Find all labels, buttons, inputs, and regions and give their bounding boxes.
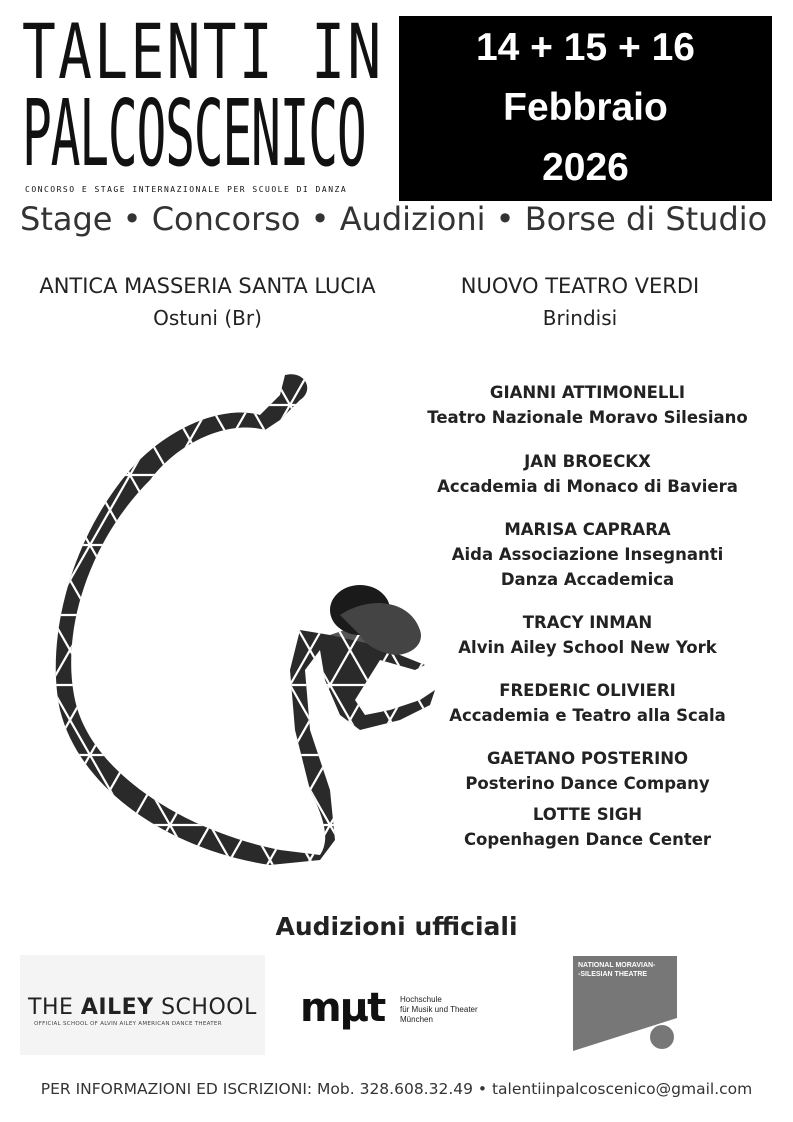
venue-city: Ostuni (Br) bbox=[153, 306, 262, 330]
national-moravian-silesian-theatre-logo bbox=[573, 956, 677, 1056]
venue-name: NUOVO TEATRO VERDI bbox=[460, 274, 700, 298]
mut-line3: München bbox=[400, 1015, 433, 1024]
nmst-line1: NATIONAL MORAVIAN- bbox=[578, 962, 656, 969]
teachers-list bbox=[420, 380, 755, 852]
ailey-school-logo bbox=[20, 955, 265, 1055]
teacher-school: Accademia e Teatro alla Scala bbox=[449, 706, 726, 725]
dancer-image bbox=[30, 370, 450, 890]
teacher-school: Teatro Nazionale Moravo Silesiano bbox=[427, 408, 748, 427]
teacher-entry bbox=[420, 610, 755, 660]
teacher-name: TRACY INMAN bbox=[522, 613, 653, 632]
teacher-entry bbox=[420, 678, 755, 728]
nmst-logo-text bbox=[578, 961, 674, 979]
teacher-entry bbox=[420, 517, 755, 592]
teacher-name: GIANNI ATTIMONELLI bbox=[489, 383, 686, 402]
mut-logo-text bbox=[400, 995, 478, 1025]
ailey-logo-wordmark bbox=[28, 995, 257, 1020]
teacher-entry bbox=[420, 802, 755, 852]
teacher-entry bbox=[420, 746, 755, 796]
teacher-school: Aida Associazione Insegnanti bbox=[451, 545, 724, 564]
teacher-name: LOTTE SIGH bbox=[532, 805, 643, 824]
dates-days: 14 + 15 + 16 bbox=[475, 26, 696, 69]
teacher-school-line2: Danza Accademica bbox=[500, 570, 675, 589]
logo-title-line1: TALENTI IN bbox=[22, 7, 384, 96]
auditions-title: Audizioni ufficiali bbox=[275, 912, 518, 941]
teacher-entry bbox=[420, 449, 755, 499]
ailey-logo-subtitle: OFFICIAL SCHOOL OF ALVIN AILEY AMERICAN DANCE THEATER bbox=[34, 1021, 222, 1027]
mut-logo bbox=[300, 985, 500, 1045]
logo-title-line2: PALCOSCENICO bbox=[22, 79, 366, 187]
logo-title bbox=[22, 7, 392, 187]
tagline: Stage • Concorso • Audizioni • Borse di Studio bbox=[20, 200, 768, 238]
venue-masseria bbox=[20, 271, 395, 335]
teacher-school: Copenhagen Dance Center bbox=[463, 830, 712, 849]
mut-line1: Hochschule bbox=[400, 995, 442, 1004]
ailey-bold: AILEY bbox=[80, 995, 154, 1020]
dates-year: 2026 bbox=[542, 146, 629, 189]
teacher-school: Alvin Ailey School New York bbox=[458, 638, 717, 657]
ailey-prefix: THE bbox=[28, 995, 81, 1020]
teacher-school: Accademia di Monaco di Baviera bbox=[437, 477, 738, 496]
nmst-line2: -SILESIAN THEATRE bbox=[578, 971, 648, 978]
teacher-name: FREDERIC OLIVIERI bbox=[499, 681, 676, 700]
venue-teatro bbox=[430, 271, 730, 335]
event-dates-box bbox=[399, 16, 772, 201]
venue-name: ANTICA MASSERIA SANTA LUCIA bbox=[39, 274, 376, 298]
teacher-name: GAETANO POSTERINO bbox=[486, 749, 689, 768]
teacher-name: MARISA CAPRARA bbox=[504, 520, 671, 539]
venue-city: Brindisi bbox=[542, 306, 618, 330]
ailey-suffix: SCHOOL bbox=[153, 995, 257, 1020]
mut-wordmark: mμt bbox=[300, 985, 385, 1031]
teacher-entry bbox=[420, 380, 755, 430]
contact-footer: PER INFORMAZIONI ED ISCRIZIONI: Mob. 328.608.32.49 • talentiinpalcoscenico@gmail.com bbox=[40, 1080, 753, 1098]
teacher-name: JAN BROECKX bbox=[524, 452, 651, 471]
logo-subtitle: CONCORSO E STAGE INTERNAZIONALE PER SCUOLE DI DANZA bbox=[25, 185, 348, 194]
dates-month: Febbraio bbox=[503, 86, 668, 129]
teacher-school: Posterino Dance Company bbox=[465, 774, 710, 793]
mut-line2: für Musik und Theater bbox=[400, 1005, 478, 1014]
